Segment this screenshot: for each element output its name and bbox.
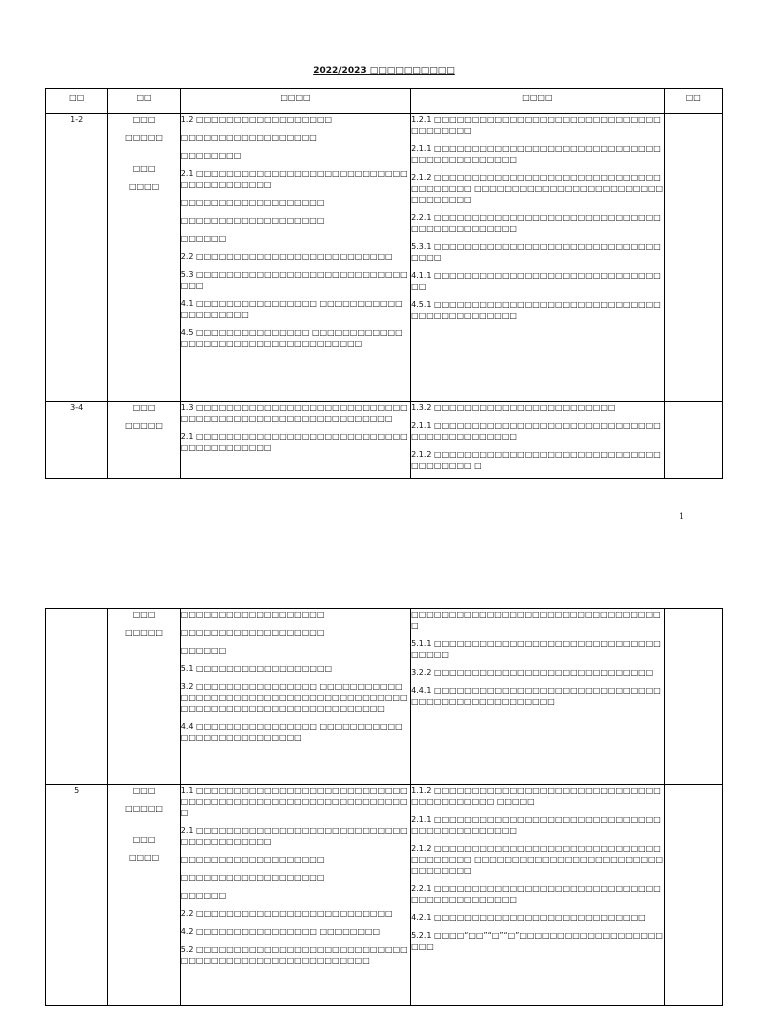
content-standard-item: □□□□□□□□□□□□□□□□□□□ xyxy=(180,628,325,637)
topic-cell xyxy=(108,785,180,1006)
content-standard-cell xyxy=(180,785,410,1006)
header-topic: □□ xyxy=(108,89,180,114)
learning-standard-item: 4.2.1 □□□□□□□□□□□□□□□□□□□□□□□□□□□□ xyxy=(411,913,646,922)
learning-standard-item: 3.2.2 □□□□□□□□□□□□□□□□□□□□□□□□□□□□□ xyxy=(411,668,654,677)
learning-standard-item: 4.4.1 □□□□□□□□□□□□□□□□□□□□□□□□□□□□□□□□□□□□□□□□□□□□□□□□□ xyxy=(411,686,661,706)
content-standard-cell xyxy=(180,114,410,402)
learning-standard-item: 2.1.1 □□□□□□□□□□□□□□□□□□□□□□□□□□□□□□□□□□□□□□□□□□□□ xyxy=(411,421,661,441)
content-standard-item: 2.1 □□□□□□□□□□□□□□□□□□□□□□□□□□□□□□□□□□□□□□□□ xyxy=(180,169,408,189)
learning-standard-item: 1.2.1 □□□□□□□□□□□□□□□□□□□□□□□□□□□□□□□□□□□□□□ xyxy=(411,115,661,135)
header-notes: □□ xyxy=(664,89,722,114)
page-title: 2022/2023 □□□□□□□□□□ xyxy=(313,66,455,76)
learning-standard-cell xyxy=(411,402,664,479)
content-standard-item: □□□□□□□□□□□□□□□□□□□ xyxy=(180,216,325,225)
learning-standard-item: □□□□□□□□□□□□□□□□□□□□□□□□□□□□□□□□□□ xyxy=(411,610,661,630)
page-number: 1 xyxy=(679,512,685,521)
table-row xyxy=(46,785,723,1006)
topic-spacer xyxy=(108,821,179,834)
content-standard-item: 5.3 □□□□□□□□□□□□□□□□□□□□□□□□□□□□□□□ xyxy=(180,270,408,290)
content-standard-cell xyxy=(180,402,410,479)
topic-cell xyxy=(108,402,180,479)
content-standard-item: 1.3 □□□□□□□□□□□□□□□□□□□□□□□□□□□□□□□□□□□□□□□□□□□□□□□□□□□□□□□□ xyxy=(180,403,408,423)
topic-line: □□□□□ xyxy=(125,421,163,430)
content-standard-item: 2.1 □□□□□□□□□□□□□□□□□□□□□□□□□□□□□□□□□□□□□□□□ xyxy=(180,826,408,846)
table-row xyxy=(46,402,723,479)
content-standard-item: 1.1 □□□□□□□□□□□□□□□□□□□□□□□□□□□□□□□□□□□□□□□□□□□□□□□□□□□□□□□□□□□ xyxy=(180,786,408,817)
content-standard-item: 4.2 □□□□□□□□□□□□□□□□ □□□□□□□□ xyxy=(180,927,380,936)
learning-standard-item: 1.1.2 □□□□□□□□□□□□□□□□□□□□□□□□□□□□□□□□□□□□□□□□□ □□□□□ xyxy=(411,786,661,806)
content-standard-item: □□□□□□□□□□□□□□□□□□□ xyxy=(180,873,325,882)
topic-line: □□□ xyxy=(132,164,156,173)
learning-standard-item: 2.1.2 □□□□□□□□□□□□□□□□□□□□□□□□□□□□□□□□□□□□□□ □□□□□□□□□□□□□□□□□□□□□□□□□□□□□□□□□ xyxy=(411,844,664,875)
content-standard-item: 2.1 □□□□□□□□□□□□□□□□□□□□□□□□□□□□□□□□□□□□□□□□ xyxy=(180,432,408,452)
week-cell xyxy=(46,609,108,785)
learning-standard-item: 2.1.2 □□□□□□□□□□□□□□□□□□□□□□□□□□□□□□□□□□□□□□ □□□□□□□□□□□□□□□□□□□□□□□□□□□□□□□□□ xyxy=(411,173,664,204)
content-standard-item: 5.1 □□□□□□□□□□□□□□□□□□ xyxy=(180,664,333,673)
week-cell: 5 xyxy=(46,785,108,1006)
learning-standard-item: 2.1.1 □□□□□□□□□□□□□□□□□□□□□□□□□□□□□□□□□□□□□□□□□□□□ xyxy=(411,144,661,164)
header-week: □□ xyxy=(46,89,108,114)
learning-standard-item: 4.1.1 □□□□□□□□□□□□□□□□□□□□□□□□□□□□□□□□ xyxy=(411,271,661,291)
header-content-standard: □□□□ xyxy=(180,89,410,114)
content-standard-item: 4.5 □□□□□□□□□□□□□□□ □□□□□□□□□□□□□□□□□□□□□□□□□□□□□□□□□□□□ xyxy=(180,328,403,348)
topic-cell xyxy=(108,609,180,785)
topic-line: □□□ xyxy=(132,610,156,619)
content-standard-item: □□□□□□□□□□□□□□□□□□□ xyxy=(180,198,325,207)
content-standard-item: □□□□□□ xyxy=(180,646,227,655)
table-header-row xyxy=(46,89,723,114)
learning-standard-cell xyxy=(411,785,664,1006)
learning-standard-item: 2.1.1 □□□□□□□□□□□□□□□□□□□□□□□□□□□□□□□□□□□□□□□□□□□□ xyxy=(411,815,661,835)
content-standard-item: 1.2 □□□□□□□□□□□□□□□□□□ xyxy=(180,115,333,124)
topic-cell xyxy=(108,114,180,402)
content-standard-item: □□□□□□ xyxy=(180,234,227,243)
learning-standard-cell xyxy=(411,609,664,785)
topic-spacer xyxy=(108,150,179,163)
learning-standard-item: 5.3.1 □□□□□□□□□□□□□□□□□□□□□□□□□□□□□□□□□□ xyxy=(411,242,661,262)
learning-standard-item: 1.3.2 □□□□□□□□□□□□□□□□□□□□□□□□ xyxy=(411,403,616,412)
content-standard-item: □□□□□□□□□□□□□□□□□□ xyxy=(180,133,317,142)
content-standard-item: 2.2 □□□□□□□□□□□□□□□□□□□□□□□□□□ xyxy=(180,909,393,918)
notes-cell xyxy=(664,785,722,1006)
learning-standard-item: 2.2.1 □□□□□□□□□□□□□□□□□□□□□□□□□□□□□□□□□□□□□□□□□□□□ xyxy=(411,213,661,233)
topic-line: □□□□ xyxy=(128,853,160,862)
content-standard-item: □□□□□□□□□□□□□□□□□□□ xyxy=(180,855,325,864)
topic-line: □□□ xyxy=(132,115,156,124)
notes-cell xyxy=(664,114,722,402)
lesson-plan-table-page-1 xyxy=(45,88,723,479)
content-standard-item: 4.1 □□□□□□□□□□□□□□□□ □□□□□□□□□□□□□□□□□□□□ xyxy=(180,299,403,319)
learning-standard-item: 4.5.1 □□□□□□□□□□□□□□□□□□□□□□□□□□□□□□□□□□□□□□□□□□□□ xyxy=(411,300,661,320)
learning-standard-item: 2.2.1 □□□□□□□□□□□□□□□□□□□□□□□□□□□□□□□□□□□□□□□□□□□□ xyxy=(411,884,661,904)
content-standard-cell xyxy=(180,609,410,785)
topic-line: □□□□□ xyxy=(125,628,163,637)
content-standard-item: 4.4 □□□□□□□□□□□□□□□□ □□□□□□□□□□□□□□□□□□□□□□□□□□□ xyxy=(180,722,403,742)
week-cell: 3-4 xyxy=(46,402,108,479)
notes-cell xyxy=(664,402,722,479)
learning-standard-item: 2.1.2 □□□□□□□□□□□□□□□□□□□□□□□□□□□□□□□□□□□□□□ □ xyxy=(411,450,661,470)
topic-line: □□□ xyxy=(132,835,156,844)
header-learning-standard: □□□□ xyxy=(411,89,664,114)
topic-line: □□□□□ xyxy=(125,133,163,142)
content-standard-item: □□□□□□□□□□□□□□□□□□□ xyxy=(180,610,325,619)
content-standard-item: 2.2 □□□□□□□□□□□□□□□□□□□□□□□□□□ xyxy=(180,252,393,261)
table-row xyxy=(46,609,723,785)
content-standard-item: □□□□□□ xyxy=(180,891,227,900)
page-break xyxy=(0,540,768,590)
topic-line: □□□□ xyxy=(128,182,160,191)
learning-standard-item: 5.2.1 □□□□“□□”“□”“□”□□□□□□□□□□□□□□□□□□□□□□ xyxy=(411,931,663,951)
week-cell: 1-2 xyxy=(46,114,108,402)
learning-standard-cell xyxy=(411,114,664,402)
notes-cell xyxy=(664,609,722,785)
topic-line: □□□ xyxy=(132,403,156,412)
topic-line: □□□□□ xyxy=(125,804,163,813)
content-standard-item: 5.2 □□□□□□□□□□□□□□□□□□□□□□□□□□□□□□□□□□□□□□□□□□□□□□□□□□□□□ xyxy=(180,945,408,965)
content-standard-item: □□□□□□□□ xyxy=(180,151,242,160)
table-row xyxy=(46,114,723,402)
learning-standard-item: 5.1.1 □□□□□□□□□□□□□□□□□□□□□□□□□□□□□□□□□□□ xyxy=(411,639,661,659)
lesson-plan-table-page-2 xyxy=(45,608,723,1006)
topic-line: □□□ xyxy=(132,786,156,795)
content-standard-item: 3.2 □□□□□□□□□□□□□□□□ □□□□□□□□□□□□□□□□□□□□□□□□□□□□□□□□□□□□□□□□□□□□□□□□□□□□□□□□□□□□□□□□□□□□ xyxy=(180,682,408,713)
